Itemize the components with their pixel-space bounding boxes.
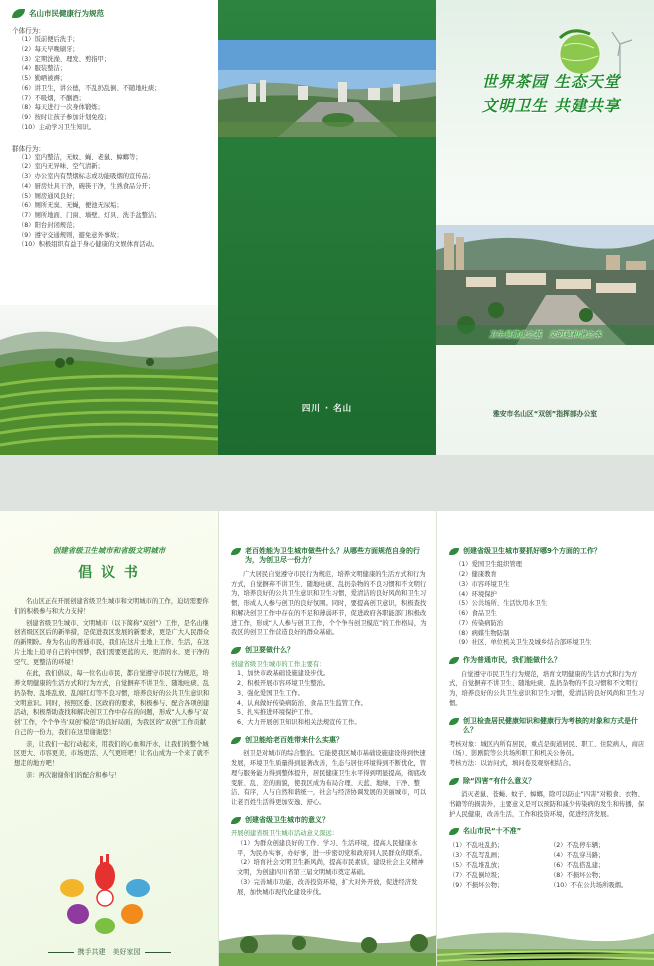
proposal-title: 倡 议 书 — [78, 565, 140, 581]
personal-heading: 个体行为： — [12, 27, 45, 35]
leaf-icon — [231, 817, 241, 824]
faq-item: （3）完善城市功能，改善投资环境，扩大对外开放，促进经济发展，加快城市现代化建设步伐。 — [237, 878, 418, 896]
group-behavior-item: （4）厨房灶具干净，碗筷干净，生熟食品分开； — [18, 182, 155, 190]
leaf-icon — [231, 647, 241, 654]
proposal-paragraph: 创建省级卫生城市、文明城市（以下简称“双创”）工作，是名山继创省级区区后的新举措，是促进我区发展的新要求，更是广大人民群众的新期盼。身为名山的普通市民，我们在这片土地上工作、生活，在这片土地上追寻自己的中国梦，我们需要更蓝的天、更清的水、更干净的空气、更整洁的环境！ — [14, 619, 210, 666]
brochure-outer-side — [0, 0, 654, 455]
proposal-kicker: 创建省级卫生城市和省级文明城市 — [52, 546, 166, 555]
proposal-paragraph: 名山区正在开展创建省级卫生城市和文明城市的工作，迫切需要你们的积极参与和大力支持！ — [14, 598, 209, 615]
faq-question — [449, 656, 647, 665]
faq-question-text: 创卫能给老百姓带来什么实惠？ — [245, 735, 343, 744]
faq-item: （2）健康教育 — [455, 571, 497, 579]
personal-behavior-item: （5）勤晒被褥； — [18, 75, 67, 82]
faq-item: 2、积极开展市容环境卫生整治。 — [237, 680, 330, 688]
rule-item: （10）不在公共场所吸烟。 — [550, 882, 628, 890]
faq-item: （4）环境保护 — [455, 590, 497, 598]
location-label: 四川 · 名山 — [301, 404, 353, 414]
group-behavior-item: （8）阳台封闭规范； — [18, 221, 79, 229]
group-behavior-list — [12, 153, 208, 251]
faq-item: （2）培育社会文明卫生新风尚，提高市民素质，建设社会主义精神文明，为创建四川省第三届文明城市奠定基础。 — [237, 859, 424, 877]
faq-question-text: 创建省级卫生城市的意义？ — [245, 815, 329, 824]
faq-item-list — [231, 669, 427, 728]
group-behavior-item: （3）办公室内有禁烟标志或功能吸烟的宣传品； — [18, 173, 155, 180]
faq-question — [449, 777, 647, 786]
colorful-hands-logo — [40, 836, 170, 936]
personal-behavior-item: （3）定期洗澡、理发、剪指甲； — [18, 55, 111, 63]
faq-item-list — [449, 560, 647, 648]
tea-field-strip — [437, 921, 654, 966]
faq-question-text: 除“四害”有什么意义？ — [463, 776, 536, 785]
faq-line: 考核方法：以访问式，填问卷及观察相结合。 — [449, 760, 575, 767]
faq-right-panel — [436, 511, 654, 966]
faq-question — [231, 547, 427, 566]
faq-item: （9）社区、单位机关卫生及城乡结合部环境卫生 — [455, 639, 592, 647]
cover-slogan-1: 世界茶园 生态天堂 — [481, 73, 621, 91]
group-behavior-item: （9）遵守交通规则，避免意外事故； — [18, 231, 123, 239]
faq-question — [231, 646, 427, 655]
faq-item: （1）爱国卫生组织管理 — [455, 561, 522, 569]
rule-item: （7）不乱倒垃圾； — [449, 872, 504, 880]
faq-middle-panel — [218, 511, 436, 966]
rule-item: （4）不乱穿马路； — [550, 851, 605, 859]
rule-item: （5）不乱堆乱放； — [449, 862, 504, 869]
proposal-paragraph: 在此，我们倡议，每一位名山市民，都自觉遵守市民行为规范，培养文明健康的生活方式和行为方式，自觉摒弃不讲卫生、随地吐痰、乱扔杂物、乱堆乱放、乱闯红灯等不良习惯，培养良好的公共卫生意识和文明意识。同时，按照区委、区政府的要求，积极参与、配合各项创建活动，积极帮助查找和解决创卫工作中存在的问题，形成“人人参与‘双创’工作，个个争当‘双创’模范”的良好局面，为我区的“双创”工作贡献自己的一份力，我们在这里谢谢您！ — [14, 670, 210, 736]
proposal-paragraph: 亲，让我们一起行动起来，用我们的心血和汗水，让我们的整个城区更大、市容更美、市场更活、人气更旺吧！让名山成为一个来了就不想走的地方吧！ — [14, 740, 210, 767]
faq-item: 1、加快市政基础设施建设步伐。 — [237, 670, 330, 678]
brochure-inner-side — [0, 511, 654, 966]
personal-behavior-item: （6）讲卫生，讲公德，不乱扔乱倒、不随地吐痰； — [18, 84, 161, 92]
leaf-icon — [231, 737, 241, 744]
faq-item: （3）市容环境卫生 — [455, 580, 510, 588]
faq-question-text: 老百姓能为卫生城市做些什么？从哪些方面规范自身的行为，为创卫尽一份力？ — [245, 547, 420, 565]
faq-question — [231, 736, 427, 745]
faq-item: （5）公共场所、生活饮用水卫生 — [455, 600, 548, 608]
city-night-photo — [436, 225, 654, 345]
group-heading: 群体行为： — [12, 144, 45, 153]
group-behavior-item: （5）厕房通风良好； — [18, 192, 79, 200]
tea-garden-photo — [0, 305, 218, 455]
personal-behavior-item: （1）饭前便后洗手； — [18, 36, 79, 43]
faq-answer: 广大居民自觉遵守市民行为规范，培养文明健康的生活方式和行为方式，自觉摒弃不讲卫生、随地吐痰、乱扔杂物的不良习惯和不文明行为，培养良好的公共卫生意识和卫生习惯，爱清洁的良好风尚和卫生习惯，形成人人参与创卫的良好氛围。同时，要提高创卫意识，积极查找和解决创卫工作中存在的不足和薄弱环节，促进政府各职能部门积极改进工作，形成“人人参与创卫工作，个个争当创卫模范”的工作格局，为我区的创卫工作营造良好的群众基础。 — [231, 570, 427, 637]
faq-question-text: 创建省级卫生城市要抓好哪9个方面的工作？ — [463, 547, 601, 555]
leaf-icon — [231, 548, 241, 555]
faq-question-text: 名山市民“十不准” — [463, 827, 522, 836]
city-banner: 卫生是健康之基 文明是和谐之本 — [488, 330, 602, 339]
faq-question — [449, 717, 647, 736]
faq-question-text: 创卫要做什么？ — [245, 646, 294, 655]
rule-item: （6）不乱搭乱建； — [550, 862, 605, 869]
norms-panel — [0, 0, 218, 455]
faq-lead: 创建省级卫生城市的工作主要有： — [231, 660, 326, 668]
rule-item: （3）不乱写乱画； — [449, 851, 504, 859]
faq-item: （7）传染病防治 — [455, 619, 504, 627]
personal-behavior-item: （10）主动学习卫生知识。 — [18, 123, 96, 131]
personal-behavior-item: （9）按时让孩子参加计划免疫； — [18, 114, 111, 121]
rule-item: （2）不乱停车辆； — [550, 841, 605, 849]
leaf-icon — [449, 778, 459, 785]
city-aerial-photo — [218, 40, 436, 137]
personal-behavior-list — [12, 35, 208, 133]
cover-panel — [436, 0, 654, 455]
faq-question — [231, 816, 427, 825]
faq-item: 4、认真做好传染病防治、食品卫生监管工作。 — [237, 699, 367, 707]
location-panel — [218, 0, 436, 455]
cover-slogan-2: 文明卫生 共建共享 — [481, 97, 621, 115]
rule-item: （8）不损坏公物； — [550, 872, 605, 880]
faq-line: 考核对象：城区内所有居民，重点是街道居民、职工、住院病人，商店（场）、影剧院等公共场所职工和机关公务员。 — [449, 740, 645, 758]
group-behavior-item: （1）室内整洁，无蚊、蝇、老鼠、蟑螂等； — [18, 153, 142, 161]
faq-question — [449, 827, 647, 836]
faq-lead: 开展创建省级卫生城市活动意义深远： — [231, 830, 339, 838]
group-behavior-item: （7）厕所地面、门窗、墙壁、灯具、洗手盆整洁； — [18, 212, 161, 219]
leaf-icon — [449, 548, 459, 555]
issuer-label: 雅安市名山区“双创”指挥部办公室 — [492, 410, 598, 418]
faq-middle-list — [231, 539, 427, 897]
group-behavior-item: （10）积极组织有益于身心健康的文娱体育活动。 — [18, 241, 159, 249]
faq-item: （6）食品卫生 — [455, 610, 497, 618]
rule-item: （9）不损坏公物； — [449, 882, 504, 890]
personal-behavior-item: （8）每天进行一次身体锻炼； — [18, 104, 104, 112]
faq-answer: 自觉遵守市民卫生行为规范，培育文明健康的生活方式和行为方式，自觉摒弃不讲卫生、随地吐痰、乱扔杂物的不良习惯和不文明行为，培养良好的公共卫生意识和卫生习惯，爱清洁的良好风尚和卫生习惯。 — [449, 670, 645, 707]
faq-question — [449, 547, 647, 556]
faq-question-text: 创卫检查居民健康知识和健康行为考核的对象和方式是什么？ — [463, 716, 638, 735]
faq-item: 5、扎实推进环境保护工作。 — [237, 709, 317, 717]
personal-behavior-item: （4）服装整洁； — [18, 65, 67, 73]
group-behavior-item: （6）厕所无臭、无蝇，便池无尿垢； — [18, 202, 123, 210]
rules-grid — [449, 841, 647, 891]
personal-behavior-item: （7）不吸烟，不酗酒； — [18, 94, 85, 102]
leaf-icon — [449, 718, 459, 725]
proposal-panel — [0, 511, 218, 966]
faq-item: （1）为群众创建良好的工作、学习、生活环境，提高人民健康水平，为民办实事，办好事，进一步密切党和政府同人民群众的联系。 — [237, 839, 426, 857]
leaf-icon — [449, 828, 459, 835]
faq-item-list — [231, 839, 427, 898]
faq-answer: 创卫是对城市的综合整治。它能使我区城市基础设施建设得到快速发展，环境卫生质量得到显著改善，生态与居住环境得到不断优化，管理与服务能力得到整体提升，居民健康卫生水平得到明显提高，彻底改变脏、乱、差的面貌，使我区成为布局合理、天蓝、地绿、干净、整洁、有序，人与自然和谐统一，社会与经济协调发展的美丽城市，可以让老百姓生活得更加安逸、舒心。 — [231, 750, 427, 806]
faq-answer: 消灭老鼠、苍蝇、蚊子、蟑螂，除可以防止“四害”对粮食、衣物、书籍等的损害外，主要意义是可以预防和减少传染病的发生和传播，保护人民健康，改善生活，工作和投资环境，促进经济发展。 — [449, 791, 645, 818]
leaf-icon — [12, 9, 25, 18]
group-behavior-item: （2）室内无异味、空气清新； — [18, 163, 104, 171]
rule-item: （1）不乱吐乱扔； — [449, 841, 504, 849]
faq-item: 3、强化爱国卫生工作。 — [237, 689, 304, 697]
leaf-icon — [449, 657, 459, 664]
proposal-paragraph: 亲：再次谢谢你们的配合和参与！ — [26, 771, 121, 779]
faq-item: （8）病媒生物防制 — [455, 629, 510, 637]
faq-question-text: 作为普通市民，我们能做什么？ — [463, 656, 561, 665]
norms-title: 名山市民健康行为规范 — [12, 8, 208, 19]
personal-behavior-item: （2）每天早晚刷牙； — [18, 45, 79, 53]
landscape-strip — [219, 921, 436, 966]
faq-right-list — [449, 539, 647, 891]
proposal-footer: 携手共建 美好家园 — [0, 947, 218, 957]
faq-item: 6、大力开展创卫知识和相关法规宣传工作。 — [237, 719, 361, 727]
proposal-body — [14, 597, 210, 783]
